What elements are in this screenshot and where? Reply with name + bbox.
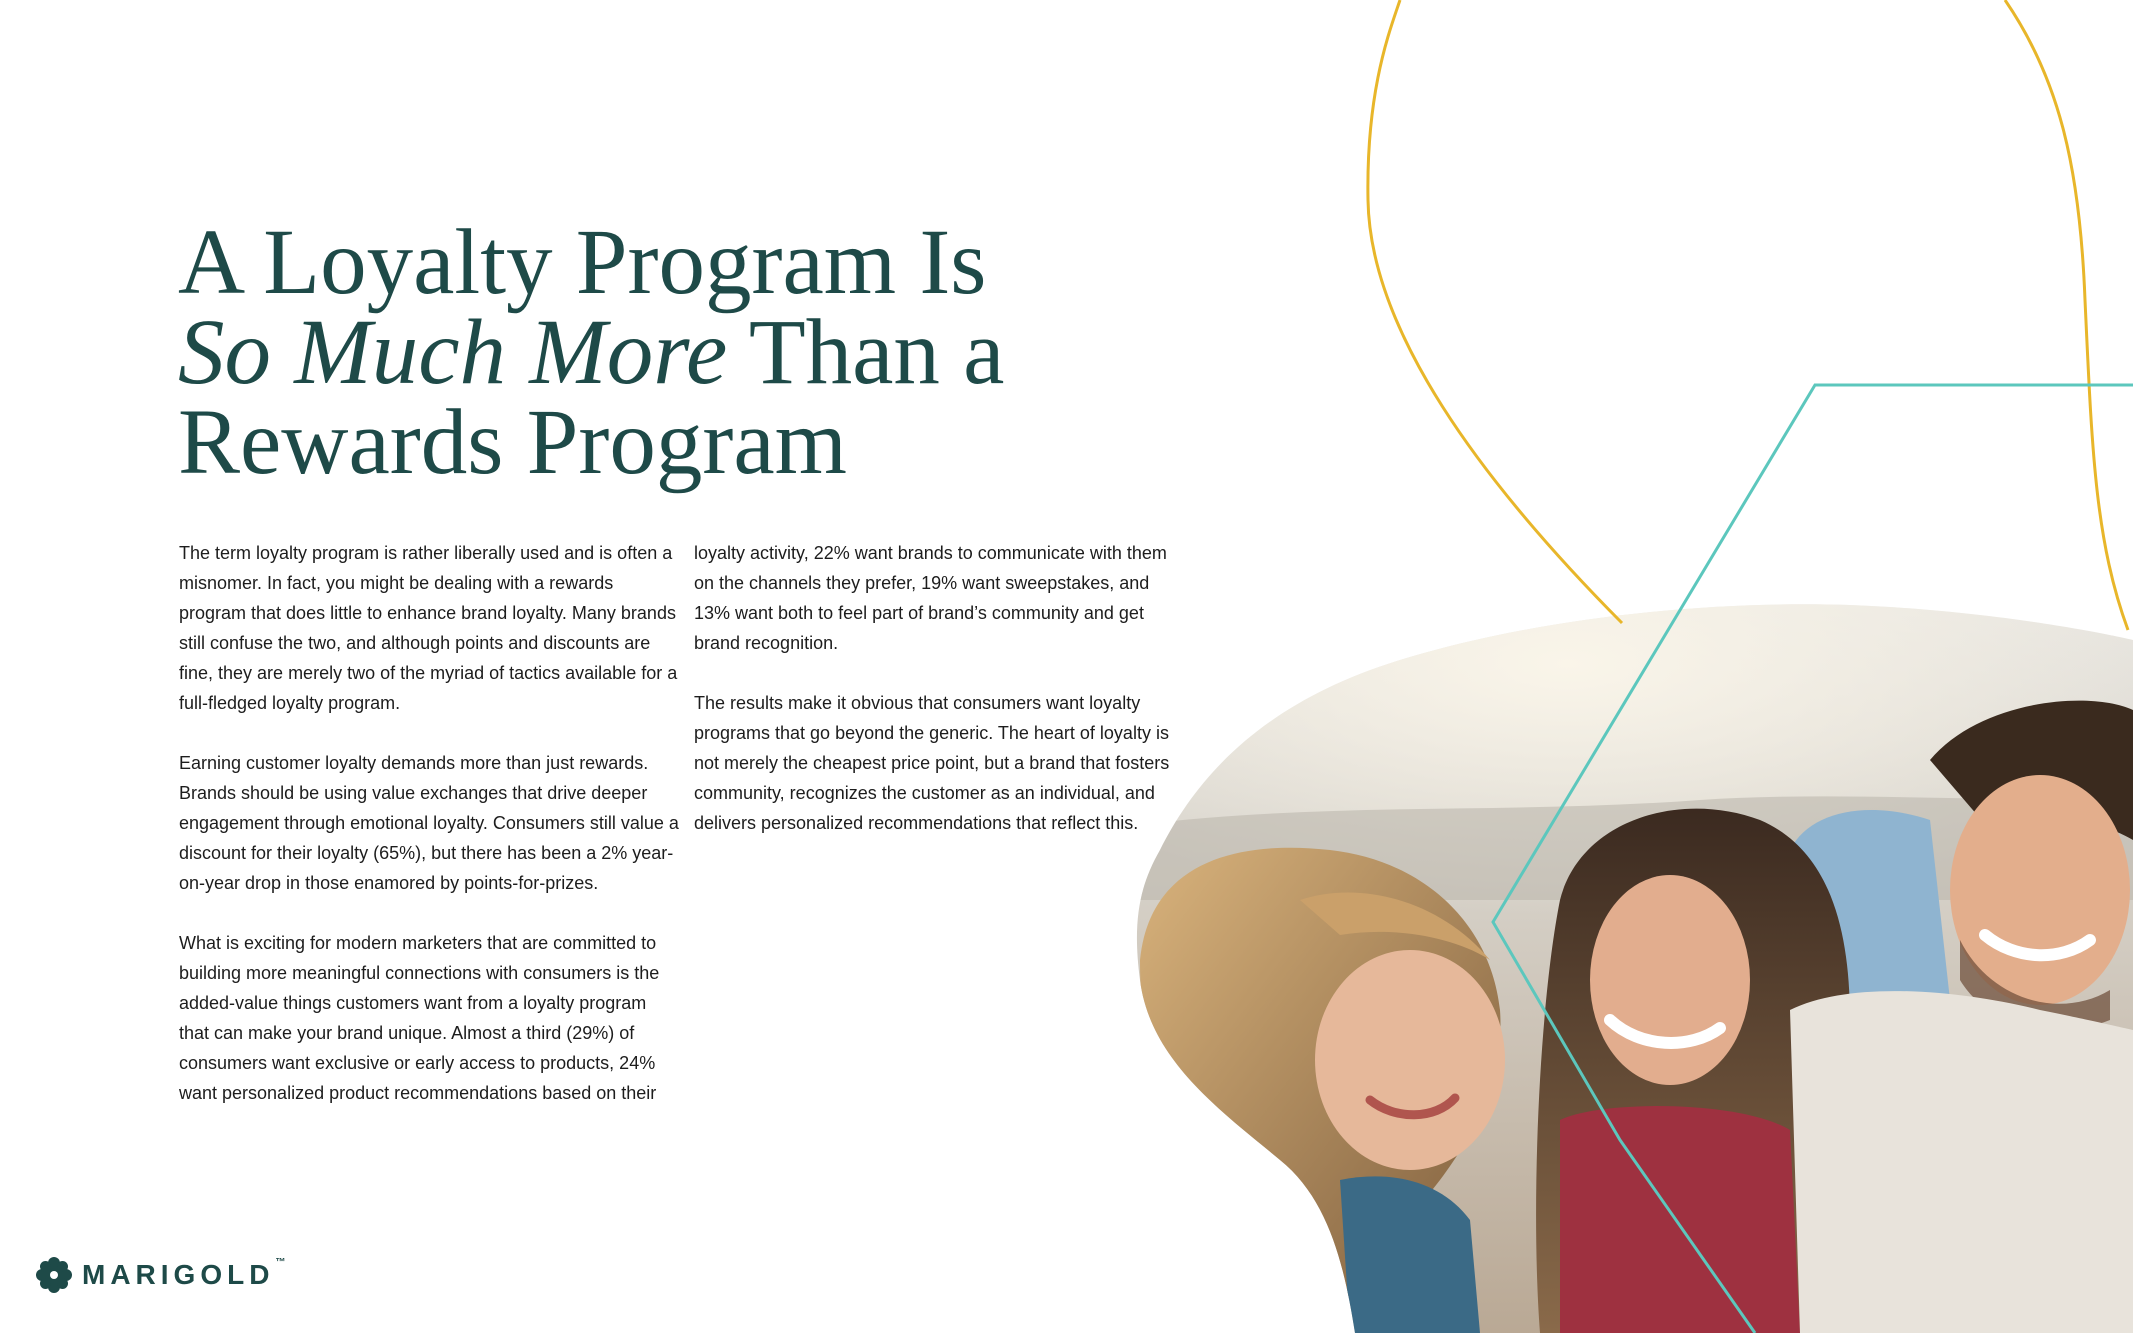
body-column-right [694,538,1184,838]
title-line-1: A Loyalty Program Is [178,211,987,314]
title-line-2-rest: Than a [727,301,1005,404]
body-column-left [179,538,679,1108]
title-line-2 [178,301,1178,404]
body-paragraph: loyalty activity, 22% want brands to communicate with them on the channels they prefer, 19% want sweepstakes, and 13% want both to feel part of brand’s community and get brand recognition. [694,543,1167,653]
friends-photo [1100,580,2133,1333]
gold-outline-left [1368,0,1622,623]
title-line-3: Rewards Program [178,391,847,494]
body-paragraph: The term loyalty program is rather liberally used and is often a misnomer. In fact, you might be dealing with a rewards program that does little to enhance brand loyalty. Many brands still confuse the two, and although points and discounts are fine, they are merely two of the myriad of tactics available for a full-fledged loyalty program. [179,543,678,713]
page-title [178,211,1178,494]
body-paragraph: Earning customer loyalty demands more than just rewards. Brands should be using value exchanges that drive deeper engagement through emotional loyalty. Consumers still value a discount for their loyalty (65%), but there has been a 2% year-on-year drop in those enamored by points-for-prizes. [179,753,679,893]
gold-outline-right [2005,0,2128,630]
title-emphasis: So Much More [178,301,728,404]
body-paragraph: What is exciting for modern marketers that are committed to building more meaningful connections with consumers is the added-value things customers want from a loyalty program that can make your brand unique. Almost a third (29%) of consumers want exclusive or early access to products, 24% want personalized product recommendations based on their [179,933,660,1103]
marigold-flower-icon [36,1257,72,1293]
trademark-symbol: ™ [275,1257,286,1268]
body-paragraph: The results make it obvious that consumers want loyalty programs that go beyond the generic. The heart of loyalty is not merely the cheapest price point, but a brand that fosters community, recognizes the customer as an individual, and delivers personalized recommendations that reflect this. [694,693,1170,833]
marigold-logo [36,1257,285,1293]
logo-wordmark: MARIGOLD [82,1259,275,1290]
